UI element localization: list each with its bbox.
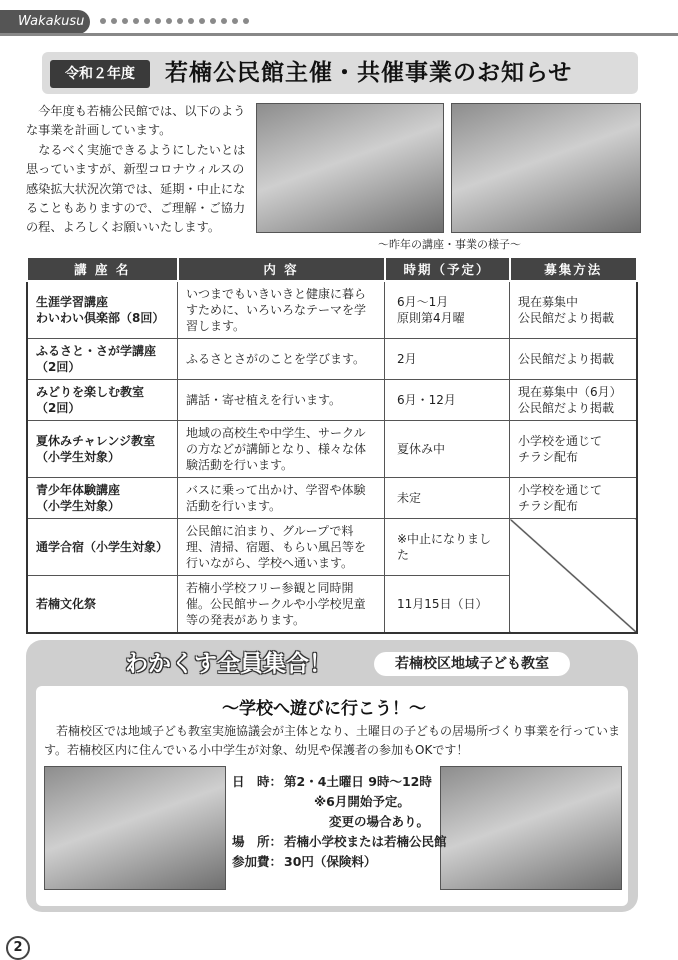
schedule-label: 参加費： xyxy=(232,854,283,869)
kids-photo-gym xyxy=(440,766,622,890)
cell-time: 夏休み中 xyxy=(385,421,510,478)
cell-content: 公民館に泊まり、グループで料理、清掃、宿題、もらい風呂等を行いながら、学校へ通います。 xyxy=(178,519,385,576)
cell-content: ふるさとさがのことを学びます。 xyxy=(178,339,385,380)
schedule-value: 変更の場合あり。 xyxy=(329,814,430,829)
cell-time: 6月～1月 原則第4月曜 xyxy=(385,281,510,339)
schedule-label: 場 所： xyxy=(232,834,283,849)
schedule-row xyxy=(232,852,447,872)
kids-photo-classroom xyxy=(44,766,226,890)
page-number: 2 xyxy=(6,936,30,960)
schedule-row xyxy=(232,832,447,852)
year-label: 令和２年度 xyxy=(50,60,150,88)
kids-description: 若楠校区では地域子ども教室実施協議会が主体となり、土曜日の子どもの居場所づくり事業を行っています。若楠校区内に住んでいる小中学生が対象、幼児や保護者の参加もOKです！ xyxy=(44,724,621,757)
cell-method: 小学校を通じて チラシ配布 xyxy=(510,478,638,519)
schedule-row xyxy=(232,772,447,792)
event-photo-exhibit xyxy=(451,103,641,233)
cell-name: ふるさと・さが学講座 （2回） xyxy=(27,339,178,380)
intro-paragraph-2: なるべく実施できるようにしたいとは思っていますが、新型コロナウィルスの感染拡大状況次第では、延期・中止になることもありますので、ご理解・ご協力の程、よろしくお願いいたします。 xyxy=(26,142,246,235)
header-dots xyxy=(100,15,250,27)
cell-time: ※中止になりました xyxy=(385,519,510,576)
col-header-time: 時期（予定） xyxy=(385,257,510,281)
header-rule xyxy=(0,33,678,36)
kids-title: わかくす全員集合！ xyxy=(125,651,332,677)
table-row xyxy=(27,380,637,421)
schedule-row xyxy=(232,792,447,812)
cell-time: 6月・12月 xyxy=(385,380,510,421)
table-row xyxy=(27,421,637,478)
schedule-label xyxy=(232,792,284,812)
cell-method: 現在募集中 公民館だより掲載 xyxy=(510,281,638,339)
schedule-value: 若楠小学校または若楠公民館 xyxy=(284,834,447,849)
col-header-content: 内 容 xyxy=(178,257,385,281)
table-header-row xyxy=(27,257,637,281)
cell-content: 地域の高校生や中学生、サークルの方などが講師となり、様々な体験活動を行います。 xyxy=(178,421,385,478)
event-photo-lecture xyxy=(256,103,444,233)
cell-name: 生涯学習講座 わいわい倶楽部（8回） xyxy=(27,281,178,339)
schedule-value: 第2・4土曜日 9時～12時 xyxy=(284,774,432,789)
cell-time: 2月 xyxy=(385,339,510,380)
col-header-name: 講 座 名 xyxy=(27,257,178,281)
cell-content: 講話・寄せ植えを行います。 xyxy=(178,380,385,421)
cell-content: いつまでもいきいきと健康に暮らすために、いろいろなテーマを学習します。 xyxy=(178,281,385,339)
cell-content: 若楠小学校フリー参観と同時開催。公民館サークルや小学校児童等の発表があります。 xyxy=(178,576,385,634)
cell-time: 11月15日（日） xyxy=(385,576,510,634)
cell-content: バスに乗って出かけ、学習や体験活動を行います。 xyxy=(178,478,385,519)
kids-subtitle: 若楠校区地域子ども教室 xyxy=(374,652,570,676)
table-row xyxy=(27,339,637,380)
schedule-label xyxy=(232,812,284,832)
page-title: 若楠公民館主催・共催事業のお知らせ xyxy=(165,60,573,86)
col-header-method: 募集方法 xyxy=(510,257,638,281)
table-row xyxy=(27,478,637,519)
intro-text xyxy=(26,102,248,238)
cell-method xyxy=(510,519,638,634)
schedule-value: ※6月開始予定。 xyxy=(314,794,410,809)
schedule-row xyxy=(232,812,447,832)
intro-paragraph-1: 今年度も若楠公民館では、以下のような事業を計画しています。 xyxy=(26,104,246,138)
schedule-label: 日 時： xyxy=(232,774,283,789)
cell-method: 小学校を通じて チラシ配布 xyxy=(510,421,638,478)
section-tag: Wakakusu xyxy=(0,10,90,34)
kids-heading: ～学校へ遊びに行こう！～ xyxy=(222,699,426,719)
photo-caption: ～昨年の講座・事業の様子～ xyxy=(378,238,521,251)
cell-name: 青少年体験講座 （小学生対象） xyxy=(27,478,178,519)
events-table xyxy=(26,256,638,634)
table-row xyxy=(27,281,637,339)
cell-name: 通学合宿（小学生対象） xyxy=(27,519,178,576)
cell-method: 現在募集中（6月） 公民館だより掲載 xyxy=(510,380,638,421)
cell-name: みどりを楽しむ教室 （2回） xyxy=(27,380,178,421)
kids-schedule xyxy=(232,772,447,872)
schedule-value: 30円（保険料） xyxy=(284,854,377,869)
table-row xyxy=(27,519,637,576)
cell-time: 未定 xyxy=(385,478,510,519)
cell-method: 公民館だより掲載 xyxy=(510,339,638,380)
cell-name: 夏休みチャレンジ教室 （小学生対象） xyxy=(27,421,178,478)
cell-name: 若楠文化祭 xyxy=(27,576,178,634)
